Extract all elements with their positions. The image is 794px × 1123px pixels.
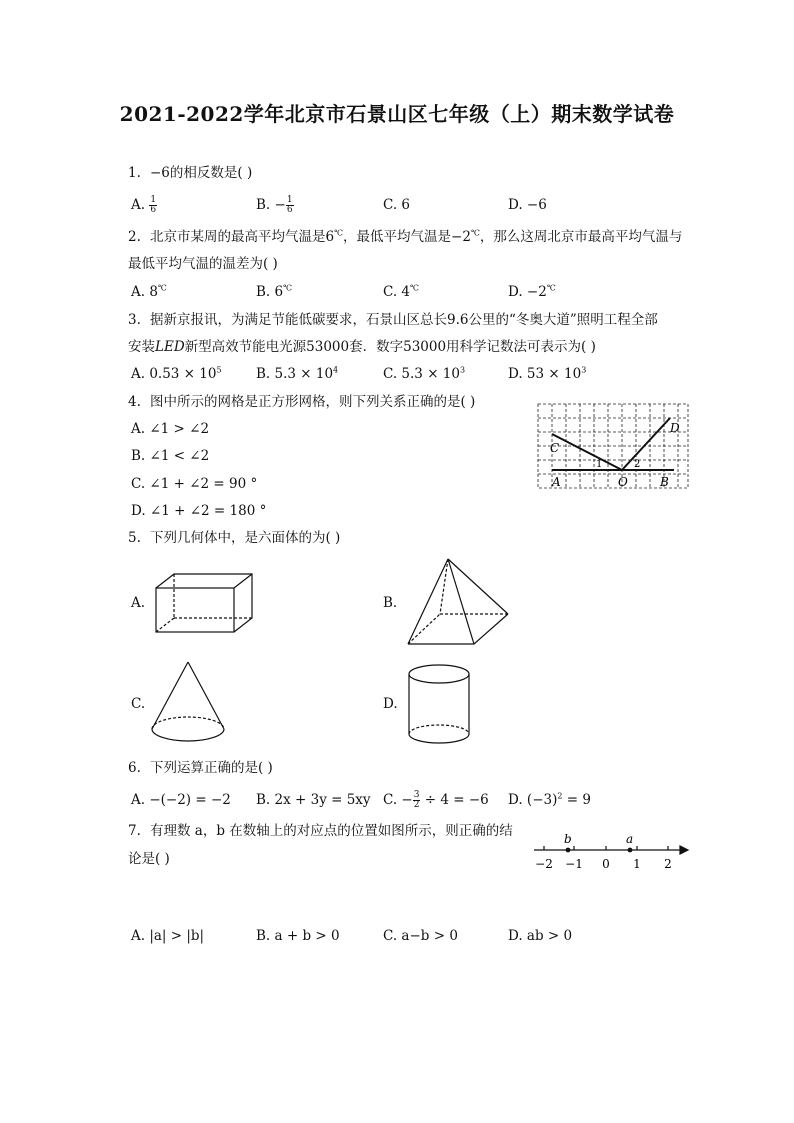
label-b: B	[660, 475, 669, 489]
q2-text-a: 北京市某周的最高平均气温是6	[150, 229, 335, 245]
question-2-number: 2.	[128, 229, 141, 245]
q3-option-c-base: C. 5.3 × 10	[383, 366, 460, 382]
q6-option-d-base: D. (−3)	[508, 792, 558, 808]
page-title: 2021-2022学年北京市石景山区七年级（上）期末数学试卷	[119, 102, 675, 126]
question-3-stem-line1	[128, 311, 658, 329]
q2-option-c	[383, 283, 419, 301]
fraction-numerator: 3	[413, 790, 420, 800]
q3-option-d-base: D. 53 × 10	[508, 366, 582, 382]
cylinder-figure	[405, 662, 473, 748]
tick-label: −2	[535, 857, 553, 871]
label-c: C	[550, 441, 560, 455]
q6-option-d-exponent: 2	[557, 791, 563, 801]
question-7-number: 7.	[128, 823, 141, 839]
q2-option-a-label: A. 8	[131, 284, 158, 300]
label-a: A	[552, 475, 561, 489]
fraction-denominator: 2	[413, 800, 420, 810]
q6-option-c-prefix: C. −	[383, 792, 413, 808]
q1-option-b-sign: −	[274, 197, 286, 213]
point-a-label: a	[626, 832, 634, 846]
ray-od	[622, 418, 670, 470]
q1-option-a-label: A.	[131, 197, 146, 213]
q3-option-b-exponent: 4	[333, 365, 339, 375]
q6-text: 下列运算正确的是( )	[150, 760, 273, 776]
q3-text-pre: 安装	[128, 339, 155, 355]
fraction-denominator: 6	[150, 205, 157, 215]
q5-option-b-label: B.	[383, 595, 398, 611]
q3-option-b	[256, 365, 338, 383]
angle-1-label: 1	[596, 459, 603, 470]
angle-2-label: 2	[634, 459, 641, 470]
question-1-number: 1.	[128, 165, 141, 181]
q6-option-b: B. 2x + 3y = 5xy	[256, 792, 371, 808]
tick-label: 0	[602, 857, 610, 871]
pyramid-figure	[404, 556, 512, 648]
q3-option-b-base: B. 5.3 × 10	[256, 366, 334, 382]
q5-option-a-label: A.	[131, 595, 146, 611]
celsius-unit: ℃	[470, 228, 480, 238]
q3-text-line1: 据新京报讯，为满足节能低碳要求，石景山区总长9.6公里的“冬奥大道”照明工程全部	[150, 312, 658, 328]
question-6-stem	[128, 759, 273, 777]
tick-label: −1	[565, 857, 583, 871]
question-6-number: 6.	[128, 760, 141, 776]
q4-option-a: A. ∠1 > ∠2	[131, 421, 210, 437]
question-1-stem	[128, 164, 252, 182]
celsius-unit: ℃	[283, 283, 293, 293]
celsius-unit: ℃	[157, 283, 167, 293]
ray-oc	[552, 434, 622, 470]
q2-text-c: ，那么这周北京市最高平均气温与	[479, 229, 683, 245]
q2-option-a	[131, 283, 167, 301]
question-7-stem-line2: 论是( )	[128, 851, 170, 867]
q3-option-a-exponent: 5	[216, 365, 222, 375]
fraction-denominator: 6	[286, 205, 293, 215]
tick-label: 2	[664, 857, 672, 871]
q4-grid-figure	[536, 402, 692, 492]
label-d: D	[670, 421, 680, 435]
q6-option-c-suffix: ÷ 4 = −6	[420, 792, 489, 808]
q7-option-a: A. |a| > |b|	[131, 928, 205, 944]
q6-option-c	[383, 791, 489, 810]
q7-option-b: B. a + b > 0	[256, 928, 340, 944]
q1-option-b-label: B.	[256, 197, 271, 213]
tick-label: 1	[633, 857, 641, 871]
q6-option-a: A. −(−2) = −2	[131, 792, 231, 808]
q5-option-c-label: C.	[131, 696, 146, 712]
q2-option-d	[508, 283, 556, 301]
q6-option-d-suffix: = 9	[562, 792, 591, 808]
cone-figure	[148, 659, 228, 747]
q1-option-a-fraction	[149, 196, 157, 215]
q6-option-d	[508, 791, 591, 809]
q3-option-d-exponent: 3	[581, 365, 587, 375]
question-2-stem-line2: 最低平均气温的温差为( )	[128, 256, 278, 272]
q1-option-c: C. 6	[383, 197, 411, 213]
q4-text: 图中所示的网格是正方形网格，则下列关系正确的是( )	[150, 394, 476, 410]
q2-option-b	[256, 283, 292, 301]
question-5-number: 5.	[128, 530, 141, 546]
axis-arrow-icon	[680, 846, 688, 854]
q4-option-c: C. ∠1 + ∠2 = 90 °	[131, 476, 258, 492]
q4-option-b: B. ∠1 < ∠2	[131, 448, 210, 464]
question-2-stem-line1	[128, 228, 682, 246]
q3-led-term: LED	[155, 339, 185, 355]
celsius-unit: ℃	[546, 283, 556, 293]
celsius-unit: ℃	[334, 228, 344, 238]
question-1-text: −6的相反数是( )	[150, 165, 253, 181]
q3-option-c	[383, 365, 465, 383]
number-line-figure	[530, 830, 694, 874]
q1-option-b	[256, 196, 294, 215]
fraction-numerator: 1	[150, 195, 157, 205]
celsius-unit: ℃	[410, 283, 419, 293]
question-3-stem-line2	[128, 338, 596, 356]
q2-option-c-label: C. 4	[383, 284, 411, 300]
q3-option-a	[131, 365, 222, 383]
question-4-number: 4.	[128, 394, 141, 410]
q3-option-a-base: A. 0.53 × 10	[131, 366, 217, 382]
q4-option-d: D. ∠1 + ∠2 = 180 °	[131, 503, 267, 519]
q2-text-b: ，最低平均气温是−2	[343, 229, 471, 245]
point-b	[566, 848, 571, 853]
q1-option-d: D. −6	[508, 197, 547, 213]
figure-lines	[552, 418, 674, 470]
cuboid-figure	[152, 570, 256, 636]
point-b-label: b	[564, 832, 572, 846]
q2-option-b-label: B. 6	[256, 284, 284, 300]
q7-option-c: C. a−b > 0	[383, 928, 458, 944]
label-o: O	[618, 475, 628, 489]
q1-option-b-fraction	[286, 196, 294, 215]
q3-option-d	[508, 365, 586, 383]
q5-option-d-label: D.	[383, 696, 398, 712]
q3-option-c-exponent: 3	[459, 365, 466, 375]
question-3-number: 3.	[128, 312, 141, 328]
question-5-stem	[128, 529, 340, 547]
fraction-numerator: 1	[286, 195, 293, 205]
q3-text-post: 新型高效节能电光源53000套．数字53000用科学记数法可表示为( )	[184, 339, 596, 355]
q5-text: 下列几何体中，是六面体的为( )	[150, 530, 341, 546]
q2-option-d-label: D. −2	[508, 284, 547, 300]
q7-option-d: D. ab > 0	[508, 928, 573, 944]
q1-option-a	[131, 196, 157, 215]
question-7-stem-line1	[128, 822, 513, 840]
point-a	[628, 848, 633, 853]
q7-text-line1: 有理数 a，b 在数轴上的对应点的位置如图所示，则正确的结	[150, 823, 513, 839]
question-4-stem	[128, 393, 475, 411]
